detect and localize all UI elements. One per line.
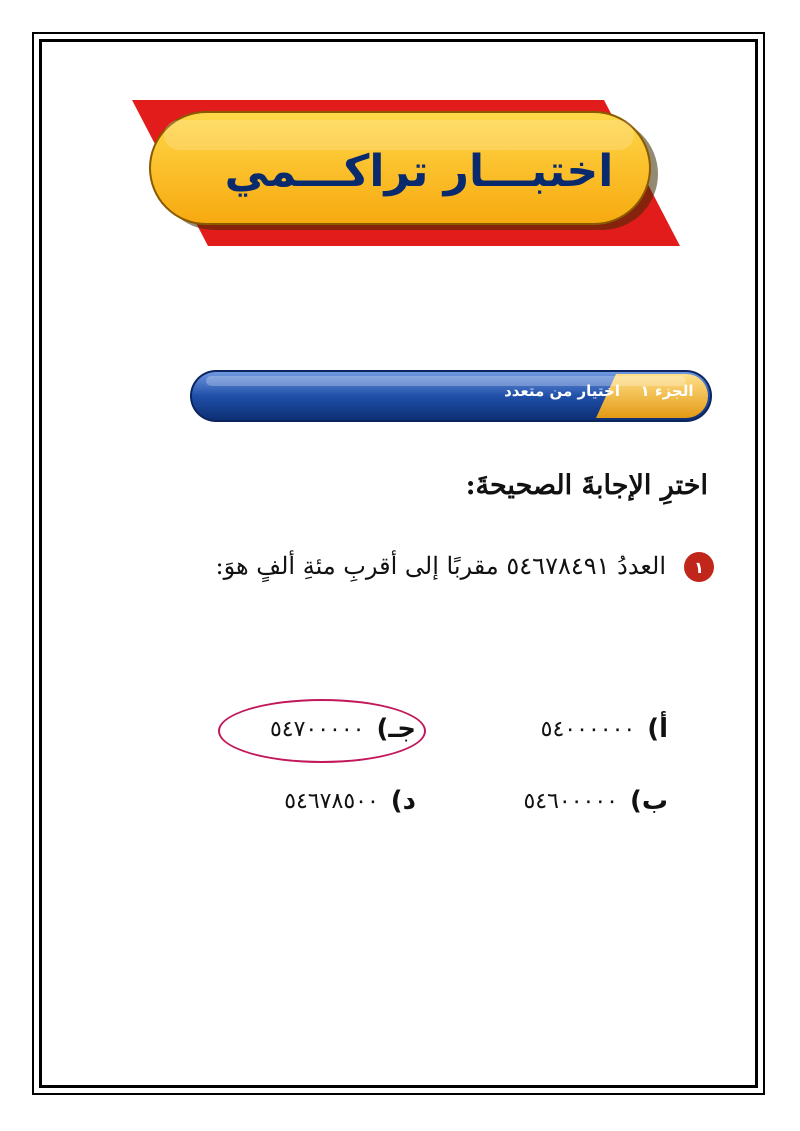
option-d-letter: د): [390, 786, 416, 816]
option-a-value: ٥٤٠٠٠٠٠٠: [540, 716, 636, 742]
section-title: اختيار من متعدد: [504, 382, 620, 400]
option-d[interactable]: [284, 786, 416, 816]
option-b[interactable]: [523, 786, 668, 816]
option-a[interactable]: [541, 714, 668, 744]
option-c-letter: جـ): [376, 714, 416, 744]
option-c-value: ٥٤٧٠٠٠٠٠: [269, 716, 365, 742]
section-header: [186, 360, 716, 430]
option-b-letter: ب): [629, 786, 668, 816]
option-d-value: ٥٤٦٧٨٥٠٠: [284, 788, 379, 814]
page-title: اختبـــار تراكـــمي: [224, 145, 614, 197]
question-text: العددُ ٥٤٦٧٨٤٩١ مقربًا إلى أقربِ مئةِ ألفٍ هوَ:: [215, 552, 666, 580]
instruction-text: اخترِ الإجابةَ الصحيحةَ:: [465, 470, 708, 501]
option-a-letter: أ): [647, 714, 668, 744]
question-number-badge: ١: [684, 552, 714, 582]
question-1: [114, 548, 714, 594]
option-b-value: ٥٤٦٠٠٠٠٠: [523, 788, 618, 814]
title-banner: [124, 96, 684, 256]
selected-answer-circle: [218, 699, 426, 763]
part-number-label: الجزء ١: [640, 382, 694, 400]
